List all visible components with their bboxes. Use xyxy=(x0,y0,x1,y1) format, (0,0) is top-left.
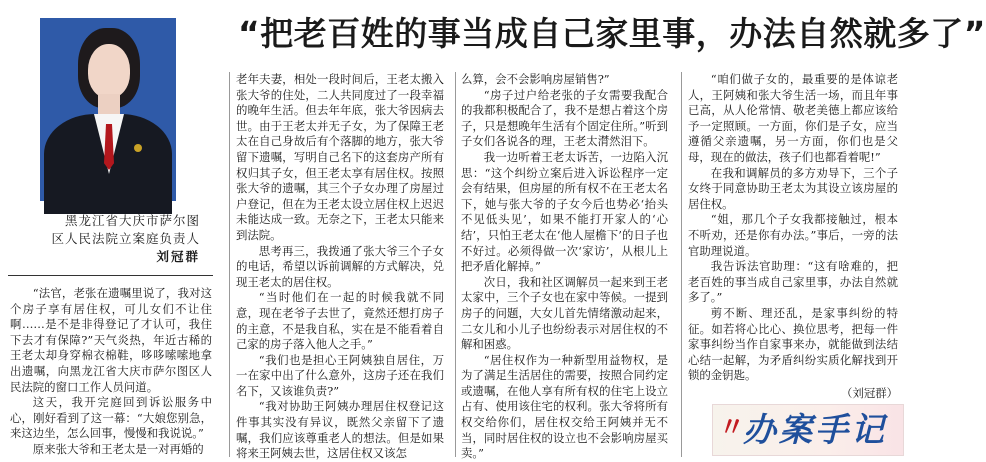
column-divider xyxy=(229,72,230,457)
article-paragraph: “居住权作为一种新型用益物权，是为了满足生活居住的需要，按照合同约定或遗嘱，在他人享有所有权的住宅上设立占有、使用该住宅的权利。张大爷将所有权交给你们，居住权交给王阿姨并无不当，同时居住权的设立也不会影响房屋买卖。” xyxy=(461,352,668,461)
article-signature: （刘冠群） xyxy=(841,385,898,400)
article-paragraph: “姐，那几个子女我都接触过，根本不听劝，还是你有办法。”事后，一旁的法官助理说道。 xyxy=(688,212,898,258)
article-paragraph: 这天，我开完庭回到诉讼服务中心，刚好看到了这一幕：“大娘您别急，来这边坐，怎么回事，慢慢和我说说。” xyxy=(10,395,212,441)
article-paragraph: “房子过户给老张的子女需要我配合的我都积极配合了，我不是想占着这个房子，只是想晚年生活有个固定住所。”听到子女们各说各的理，王老太潸然泪下。 xyxy=(461,87,668,149)
author-photo xyxy=(40,18,176,201)
article-paragraph: 我告诉法官助理：“这有啥难的，把老百姓的事当成自己家里事，办法自然就多了。” xyxy=(688,259,898,305)
article-paragraph: 老年夫妻，相处一段时间后，王老太搬入张大爷的住处，二人共同度过了一段幸福的晚年生活。但去年年底，张大爷因病去世。由于王老太并无子女，为了保障王老太在自己身故后有个落脚的地方，张大爷留下遗嘱，写明自己名下的这套房产所有权归其子女，但王老太享有居住权。按照张大爷的遗嘱，其三个子女办理了房屋过户登记，但在为王老太设立居住权上迟迟未能达成一致。无奈之下，王老太只能来到法院。 xyxy=(236,72,444,242)
article-paragraph: “我对协助王阿姨办理居住权登记这件事其实没有异议，既然父亲留下了遗嘱，我们应该尊重老人的想法。但是如果将来王阿姨去世，这居住权又该怎 xyxy=(236,399,444,461)
article-paragraph: 次日，我和社区调解员一起来到王老太家中，三个子女也在家中等候。一提到房子的问题，大女儿首先情绪激动起来，二女儿和小儿子也纷纷表示对居住权的不解和困惑。 xyxy=(461,274,668,352)
article-paragraph: “当时他们在一起的时候我就不同意，现在老爷子去世了，竟然还想打房子的主意，不是我自私，实在是不能看着自己家的房子落入他人之手。” xyxy=(236,290,444,352)
stamp-label: 办案手记 xyxy=(743,410,887,449)
article-headline: “把老百姓的事当成自己家里事，办法自然就多了” xyxy=(238,14,986,53)
author-name: 刘冠群 xyxy=(156,249,200,264)
article-column-3 xyxy=(461,72,668,461)
author-divider xyxy=(8,275,213,276)
article-column-4 xyxy=(688,72,898,400)
article-paragraph: 在我和调解员的多方劝导下，三个子女终于同意协助王老太为其设立该房屋的居住权。 xyxy=(688,165,898,211)
article-paragraph: 思考再三，我拨通了张大爷三个子女的电话，希望以诉前调解的方式解决，兑现王老太的居住权。 xyxy=(236,243,444,289)
case-notes-stamp xyxy=(712,404,904,456)
article-paragraph: “咱们做子女的，最重要的是体谅老人，王阿姨和张大爷生活一场，而且年事已高，从人伦常情、敬老美德上都应该给予一定照顾。一方面，你们是子女，应当遵循父亲遗嘱，另一方面，你们也是父母，现在的做法，孩子们也都看着呢!” xyxy=(688,72,898,164)
article-column-2 xyxy=(236,72,444,461)
article-paragraph: 我一边听着王老太诉苦，一边陷入沉思：“这个纠纷立案后进入诉讼程序一定会有结果，但房屋的所有权不在王老太名下，她与张大爷的子女今后也势必‘抬头不见低头见’，如果不能打开家人的‘心结’，只怕王老太在‘他人屋檐下’的日子也不好过。必须得做一次‘家访’，从根儿上把矛盾化解掉。” xyxy=(461,149,668,274)
column-divider xyxy=(455,72,456,457)
article-paragraph: “法官，老张在遗嘱里说了，我对这个房子享有居住权，可儿女们不让住啊……是不是非得登记了才认可，我住下去才有保障?”天气炎热，年近古稀的王老太却身穿棉衣棉鞋，哆哆嗦嗦地拿出遗嘱，向黑龙江省大庆市萨尔图区人民法院的窗口工作人员问道。 xyxy=(10,286,212,394)
article-paragraph: “我们也是担心王阿姨独自居住，万一在家中出了什么意外，这房子还在我们名下，又该谁负责?” xyxy=(236,352,444,398)
article-column-1 xyxy=(10,286,212,458)
article-paragraph: 么算，会不会影响房屋销售?” xyxy=(461,72,610,86)
author-title-line-2: 区人民法院立案庭负责人 xyxy=(51,231,200,246)
column-divider xyxy=(681,72,682,457)
author-title-line-1: 黑龙江省大庆市萨尔图 xyxy=(64,213,200,228)
article-paragraph: 原来张大爷和王老太是一对再婚的 xyxy=(32,441,204,456)
red-stroke-mark-icon: 〃 xyxy=(719,413,746,443)
article-paragraph: 剪不断、理还乱，是家事纠纷的特征。如若将心比心、换位思考，把每一件家事纠纷当作自家事来办，就能做到法结心结一起解，为矛盾纠纷实质化解找到开锁的金钥匙。 xyxy=(688,305,898,383)
